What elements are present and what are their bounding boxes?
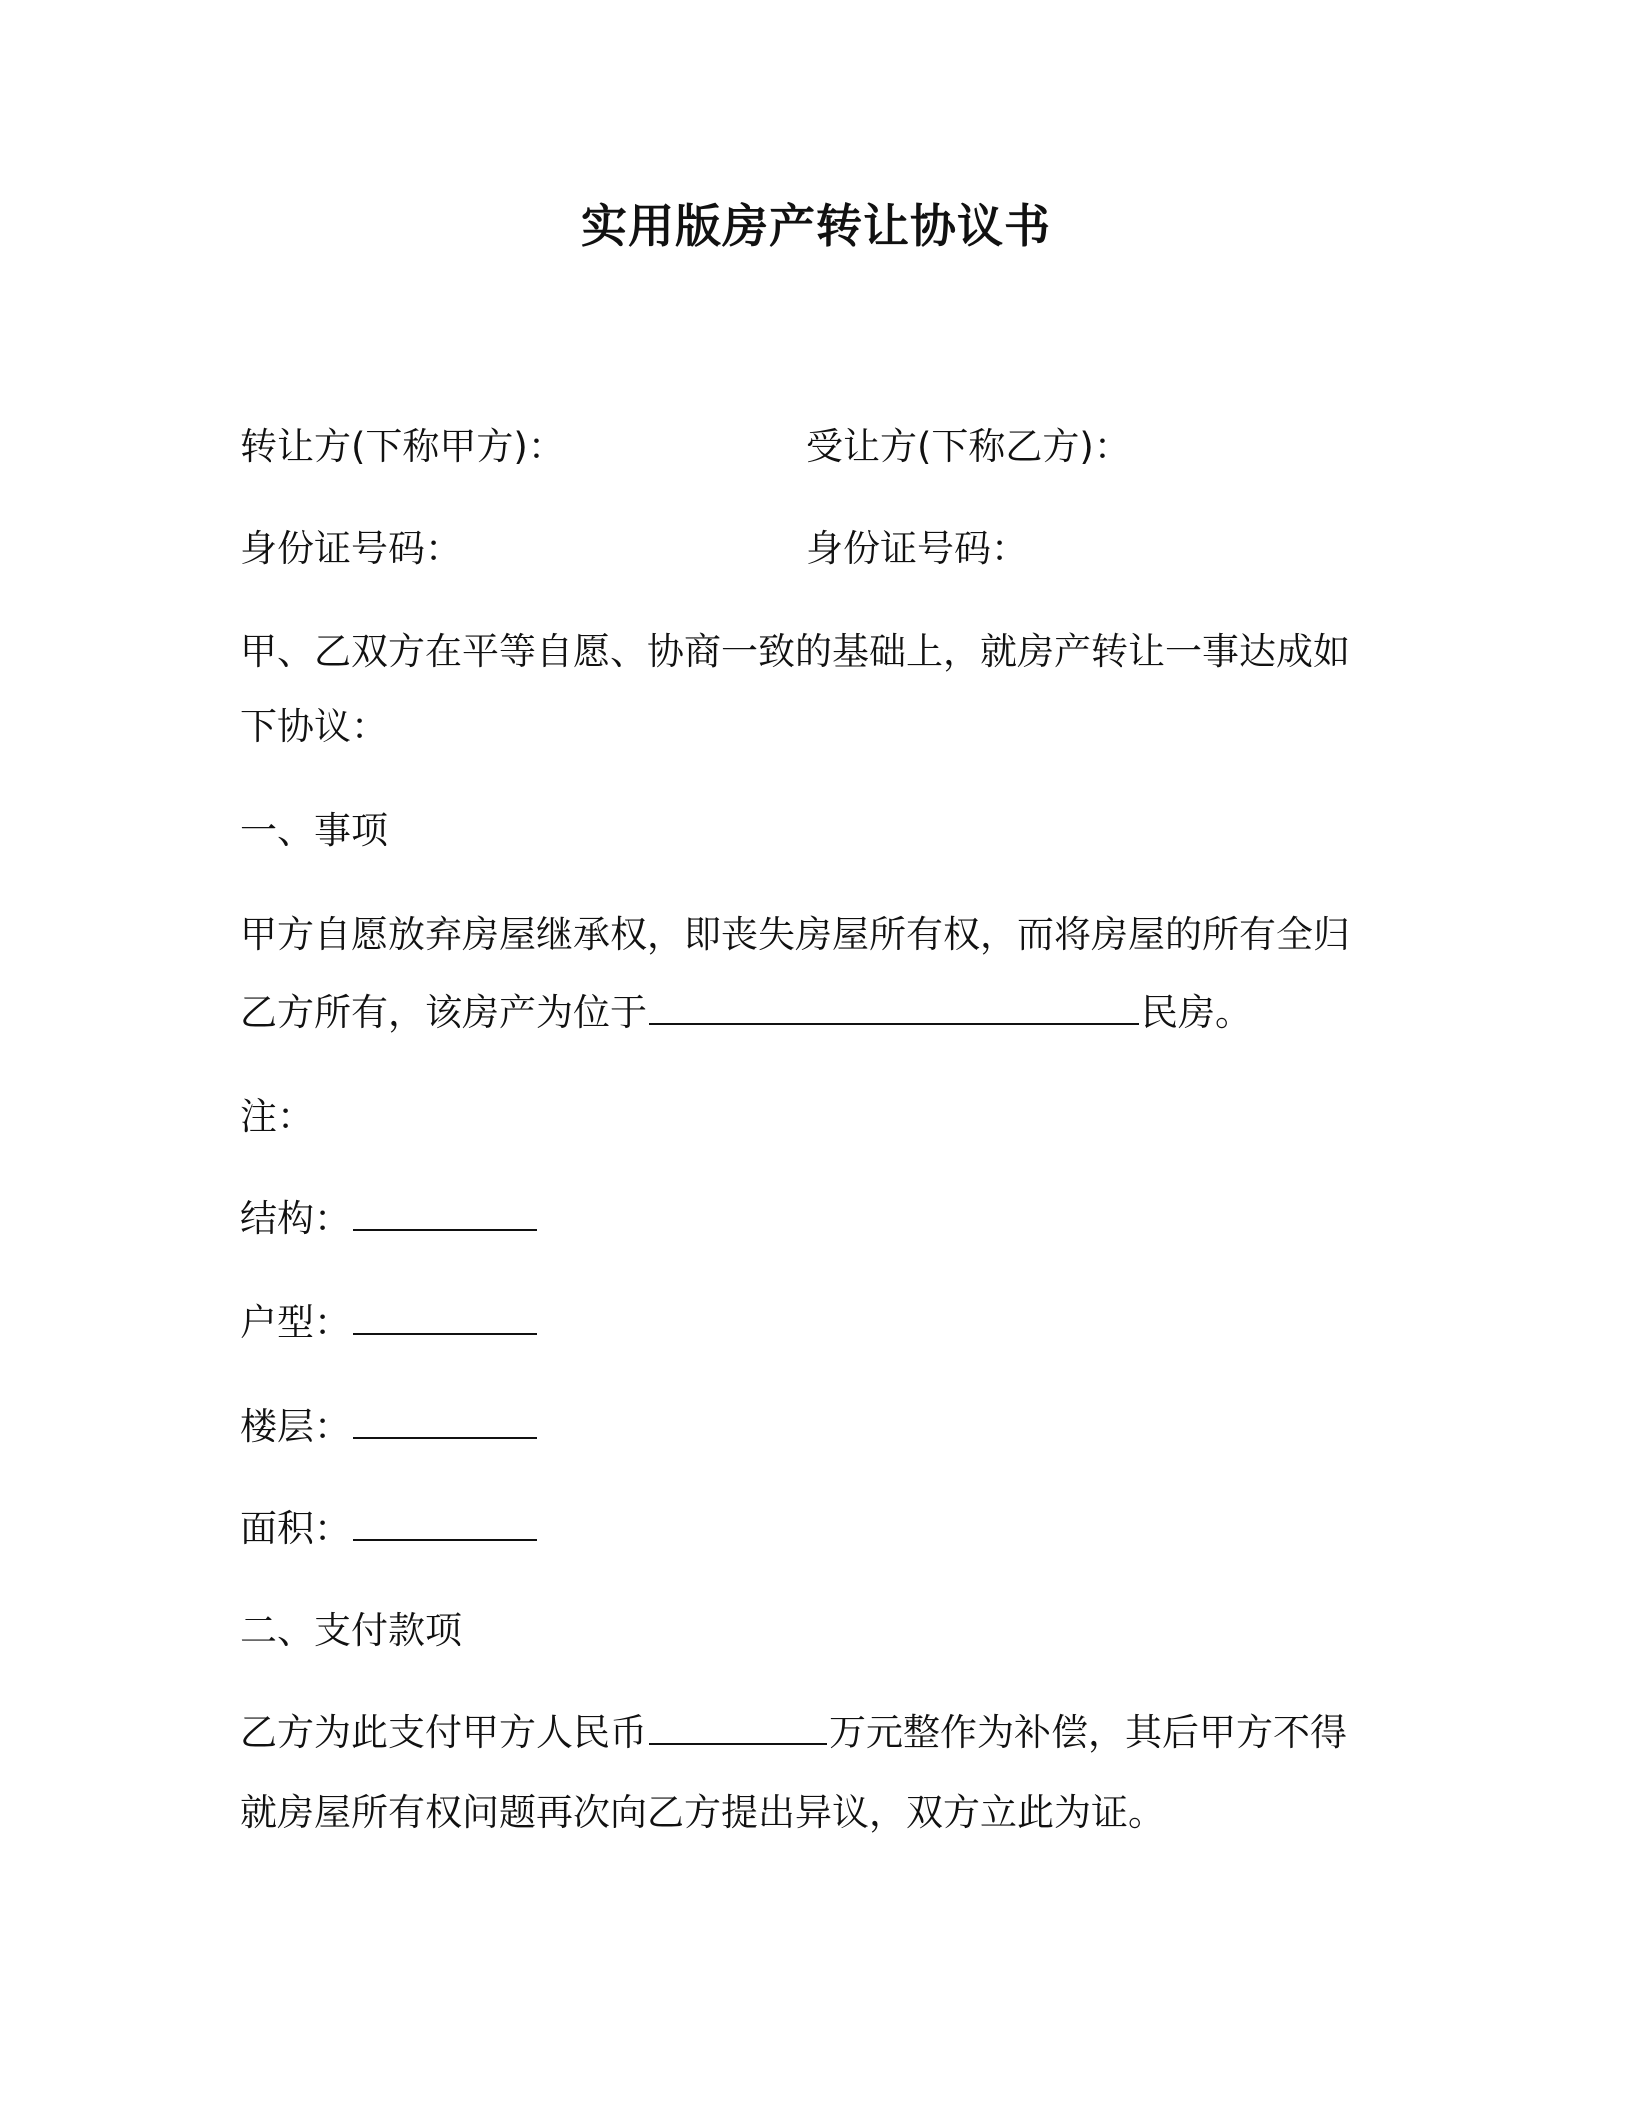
- section-1-paragraph-line-2: [240, 988, 1252, 1038]
- floor-blank: [353, 1403, 537, 1439]
- layout-field: [240, 1298, 539, 1348]
- payment-amount-blank: [649, 1709, 827, 1745]
- section-1-heading: 一、事项: [240, 809, 388, 852]
- transferor-id-label: 身份证号码：: [240, 527, 462, 570]
- transferee-label: 受让方(下称乙方)：: [806, 425, 1131, 468]
- section-2-heading: 二、支付款项: [240, 1609, 462, 1652]
- structure-field: [240, 1194, 539, 1244]
- section-2-paragraph-line-1: [240, 1708, 1347, 1758]
- layout-label: 户型：: [240, 1301, 351, 1344]
- payment-suffix: 万元整作为补偿，其后甲方不得: [829, 1711, 1347, 1754]
- transferee-id-label: 身份证号码：: [806, 527, 1028, 570]
- intro-line-1: 甲、乙双方在平等自愿、协商一致的基础上，就房产转让一事达成如: [240, 630, 1350, 673]
- transferor-label: 转让方(下称甲方)：: [240, 425, 565, 468]
- note-label: 注：: [240, 1095, 314, 1138]
- layout-blank: [353, 1299, 537, 1335]
- document-title: 实用版房产转让协议书: [581, 199, 1051, 253]
- area-blank: [353, 1505, 537, 1541]
- section-1-paragraph-line-1: 甲方自愿放弃房屋继承权，即丧失房屋所有权，而将房屋的所有全归: [240, 913, 1350, 956]
- location-suffix: 民房。: [1141, 991, 1252, 1034]
- structure-blank: [353, 1195, 537, 1231]
- floor-label: 楼层：: [240, 1405, 351, 1448]
- area-label: 面积：: [240, 1507, 351, 1550]
- area-field: [240, 1504, 539, 1554]
- intro-line-2: 下协议：: [240, 705, 388, 748]
- section-2-paragraph-line-2: 就房屋所有权问题再次向乙方提出异议，双方立此为证。: [240, 1791, 1165, 1834]
- floor-field: [240, 1402, 539, 1452]
- location-blank: [649, 989, 1139, 1025]
- location-prefix: 乙方所有，该房产为位于: [240, 991, 647, 1034]
- structure-label: 结构：: [240, 1197, 351, 1240]
- payment-prefix: 乙方为此支付甲方人民币: [240, 1711, 647, 1754]
